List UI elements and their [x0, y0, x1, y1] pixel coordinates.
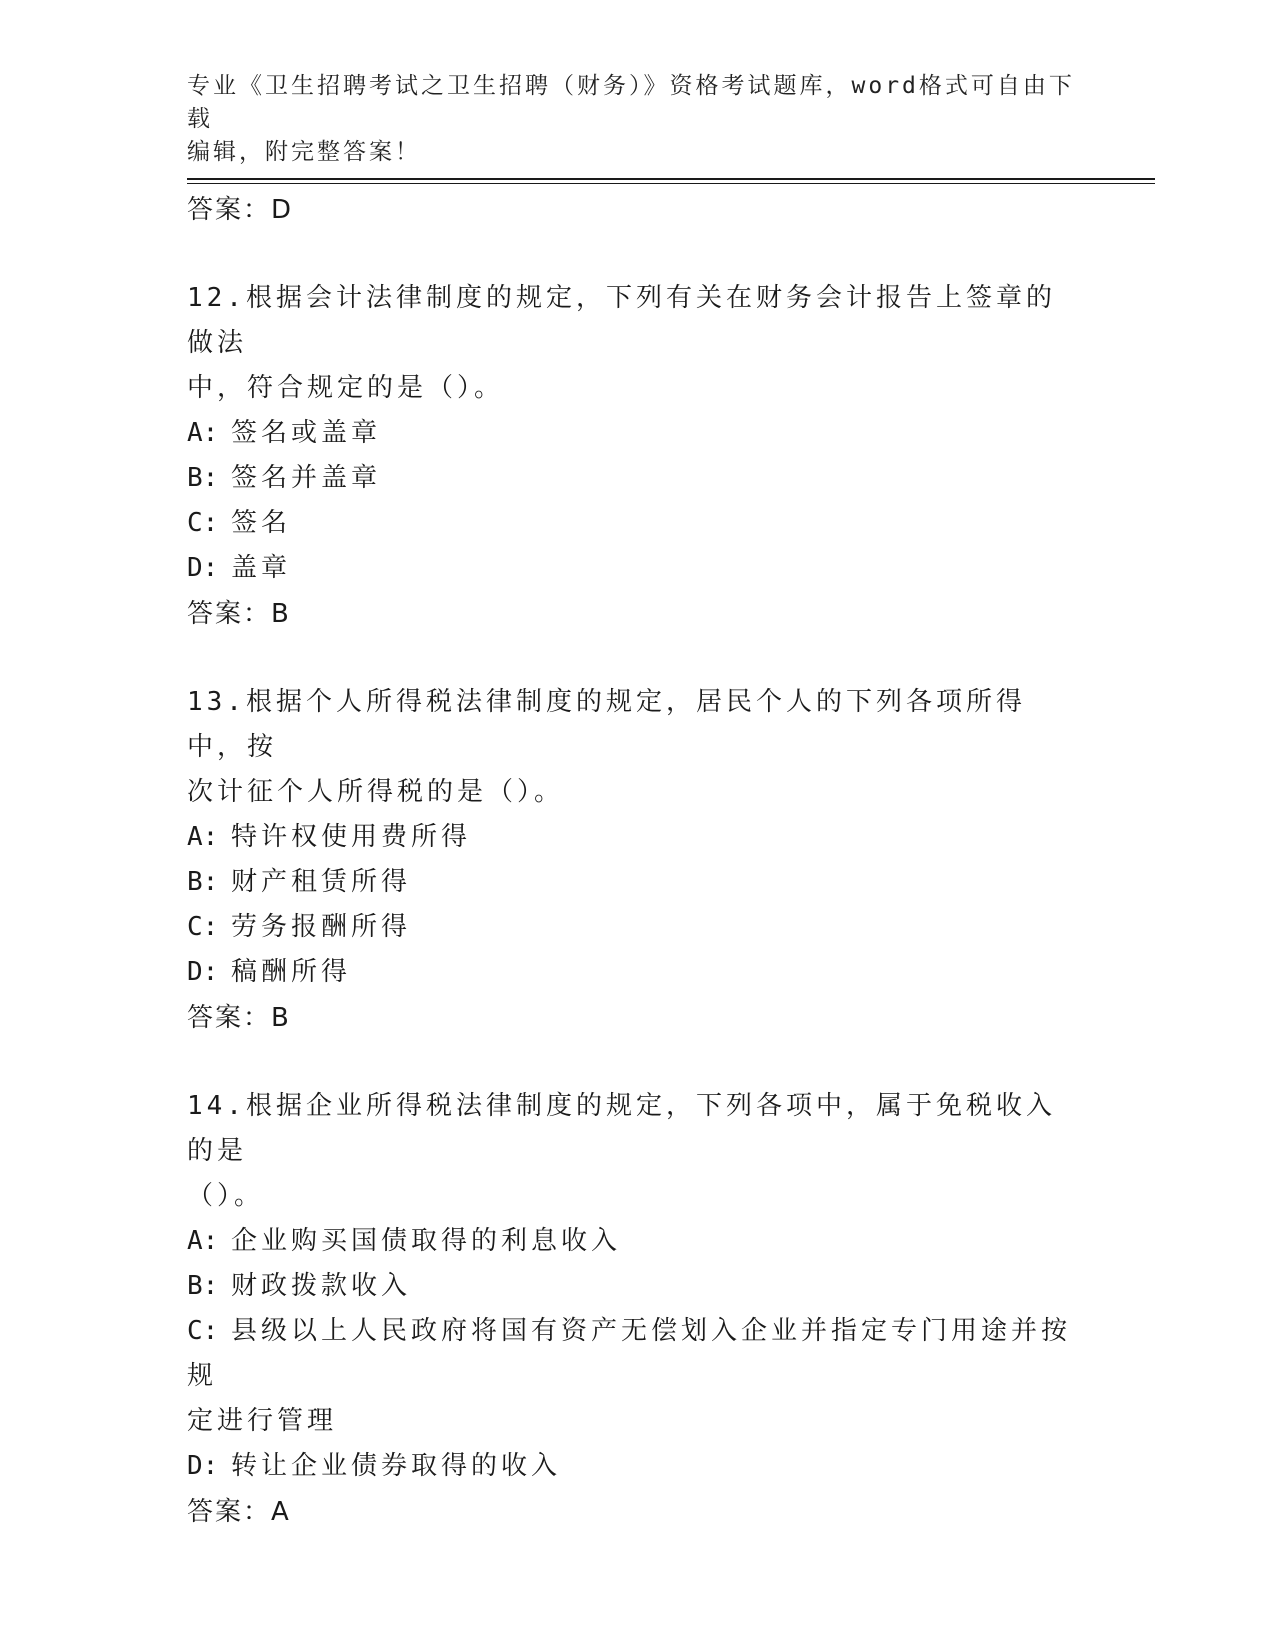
document-header — [187, 70, 1087, 169]
question-stem — [187, 680, 1077, 815]
question-stem-line: （）。 — [187, 1181, 265, 1211]
option-text: 企业购买国债取得的利息收入 — [231, 1226, 622, 1256]
option-text: 财产租赁所得 — [231, 867, 412, 897]
option-text: 签名 — [231, 508, 292, 538]
option-d — [187, 1444, 1077, 1489]
option-text: 县级以上人民政府将国有资产无偿划入企业并指定专门用途并按规 — [187, 1316, 1072, 1391]
question-stem-line: 12.根据会计法律制度的规定，下列有关在财务会计报告上签章的做法 — [187, 283, 1056, 358]
option-label: A: — [187, 1226, 219, 1256]
option-d — [187, 950, 1077, 995]
answer-line: 答案：B — [187, 1003, 291, 1033]
option-text: 盖章 — [231, 553, 292, 583]
option-b — [187, 1264, 1077, 1309]
option-label: C: — [187, 1316, 219, 1346]
option-text: 劳务报酬所得 — [231, 912, 412, 942]
answer-line: 答案：D — [187, 195, 294, 225]
header-divider-thin — [187, 183, 1155, 184]
answer-line: 答案：B — [187, 599, 291, 629]
question-stem — [187, 1084, 1077, 1219]
option-a — [187, 411, 1077, 456]
header-line-1: 专业《卫生招聘考试之卫生招聘（财务）》资格考试题库，word格式可自由下载 — [187, 73, 1075, 132]
option-text: 稿酬所得 — [231, 957, 352, 987]
option-label: D: — [187, 1451, 219, 1481]
option-label: D: — [187, 957, 219, 987]
option-label: D: — [187, 553, 219, 583]
option-label: C: — [187, 912, 219, 942]
question-12 — [187, 276, 1077, 637]
option-label: B: — [187, 1271, 219, 1301]
option-c — [187, 905, 1077, 950]
answer-line: 答案：A — [187, 1497, 291, 1527]
option-label: A: — [187, 822, 219, 852]
option-label: C: — [187, 508, 219, 538]
option-text: 签名并盖章 — [231, 463, 382, 493]
option-text: 特许权使用费所得 — [231, 822, 472, 852]
option-label: A: — [187, 418, 219, 448]
option-label: B: — [187, 463, 219, 493]
question-stem-line: 中，符合规定的是（）。 — [187, 373, 505, 403]
option-text: 财政拨款收入 — [231, 1271, 412, 1301]
option-c — [187, 1309, 1077, 1399]
question-13 — [187, 680, 1077, 1041]
option-c-continuation: 定进行管理 — [187, 1406, 338, 1436]
question-stem-line: 14.根据企业所得税法律制度的规定，下列各项中，属于免税收入的是 — [187, 1091, 1056, 1166]
question-stem-line: 次计征个人所得税的是（）。 — [187, 777, 565, 807]
option-b — [187, 860, 1077, 905]
option-b — [187, 456, 1077, 501]
header-divider-thick — [187, 178, 1155, 180]
option-text: 转让企业债券取得的收入 — [231, 1451, 562, 1481]
question-list — [187, 187, 1077, 1535]
option-text: 签名或盖章 — [231, 418, 382, 448]
option-c — [187, 501, 1077, 546]
question-stem-line: 13.根据个人所得税法律制度的规定，居民个人的下列各项所得中，按 — [187, 687, 1026, 762]
option-a — [187, 1219, 1077, 1264]
option-label: B: — [187, 867, 219, 897]
question-stem — [187, 276, 1077, 411]
question-14 — [187, 1084, 1077, 1535]
option-d — [187, 546, 1077, 591]
option-a — [187, 815, 1077, 860]
header-line-2: 编辑，附完整答案！ — [187, 139, 421, 165]
